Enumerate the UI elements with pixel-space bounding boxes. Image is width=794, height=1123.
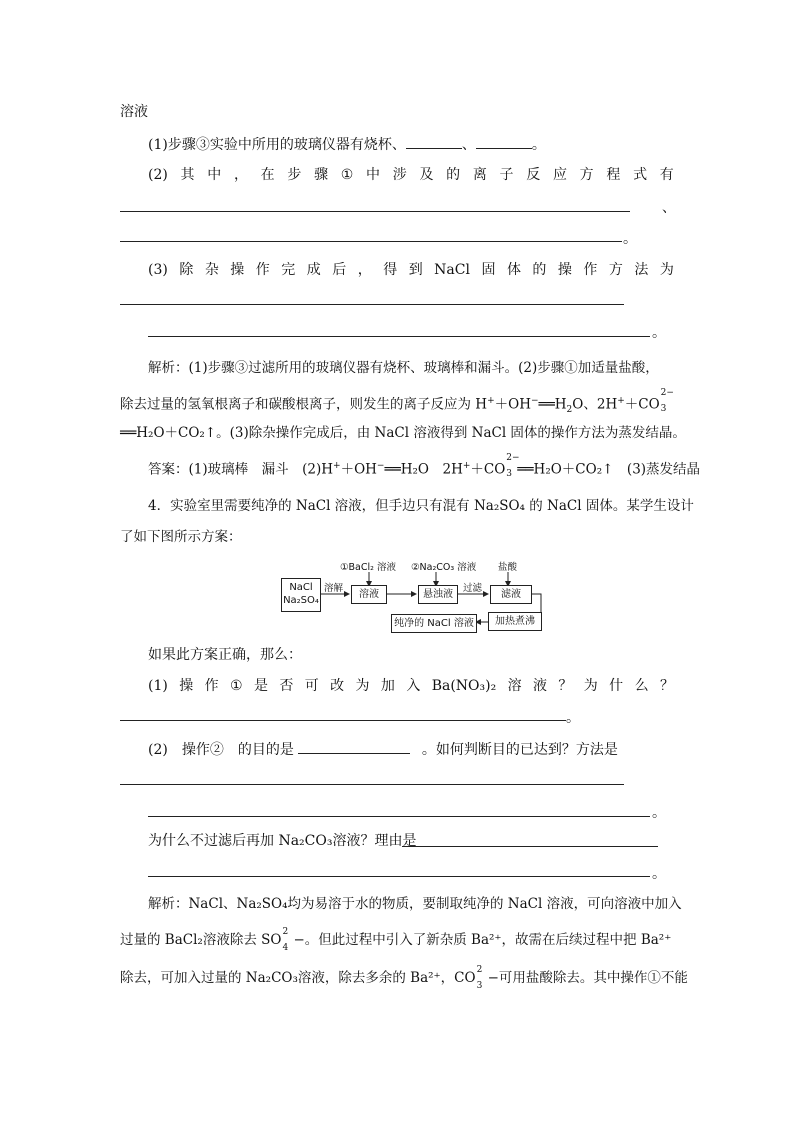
question-4-intro: 如果此方案正确，那么：	[148, 647, 302, 663]
answer-line[interactable]	[148, 816, 650, 817]
so4-scripts	[281, 927, 293, 953]
word: 的	[446, 167, 461, 183]
word: 方	[579, 167, 594, 183]
period: 。	[531, 137, 546, 153]
word: 其	[180, 167, 195, 183]
subscript: 3	[476, 981, 483, 991]
word: ？	[558, 678, 573, 694]
word: 为	[583, 678, 598, 694]
word: 是	[253, 678, 268, 694]
word: 否	[279, 678, 294, 694]
word: 反	[526, 167, 541, 183]
answer-segment: ＋CO	[470, 461, 506, 478]
answer-line[interactable]	[148, 876, 650, 877]
word: 得	[383, 262, 398, 278]
suspension-box: 悬浊液	[418, 585, 458, 604]
word: 方	[608, 262, 623, 278]
dissolve-label: 溶解	[324, 583, 344, 594]
solution-segment: 。但此过程中引入了新杂质 Ba²⁺，故需在后续过程中把 Ba²⁺	[304, 932, 672, 948]
word: 中	[207, 167, 222, 183]
word: ，	[357, 262, 372, 278]
subscript: 2	[566, 405, 573, 416]
filtrate-box: 滤液	[490, 585, 532, 604]
word: 入	[406, 678, 421, 694]
superscript: +	[333, 461, 341, 471]
solution-segment: 可用盐酸除去。其中操作①不能	[498, 970, 688, 986]
word: 液	[533, 678, 547, 694]
word: 有	[659, 167, 674, 183]
question-text: 。如何判断目的已达到？方法是	[421, 742, 618, 758]
word: 骤	[314, 167, 329, 183]
solution-segment: 除去，可加入过量的 Na₂CO₃溶液，除去多余的 Ba²⁺，CO	[120, 970, 476, 986]
word: 步	[287, 167, 302, 183]
superscript: +	[487, 396, 495, 406]
word: 完	[281, 262, 296, 278]
subscript: 4	[282, 943, 289, 953]
word: 作	[255, 262, 270, 278]
start-label: NaCl	[289, 582, 313, 593]
filter-label: 过滤	[463, 583, 483, 594]
solution-text	[120, 927, 672, 953]
period: 。	[652, 866, 666, 882]
superscript: 2−	[506, 453, 520, 463]
co3-scripts	[476, 965, 488, 991]
word: 涉	[392, 167, 407, 183]
superscript: +	[462, 461, 471, 471]
solution-text: 解析：NaCl、Na₂SO₄均为易溶于水的物质，要制取纯净的 NaCl 溶液，可向溶液中加入	[148, 896, 682, 912]
answer-line[interactable]	[120, 784, 624, 785]
analysis-segment: O、2H	[572, 396, 618, 413]
question-1-text: (1)步骤③实验中所用的玻璃仪器有烧杯、	[148, 137, 406, 153]
word: NaCl	[434, 262, 470, 278]
word: 在	[260, 167, 275, 183]
word: 么	[634, 678, 649, 694]
reagent-1-label: ①BaCl₂ 溶液	[340, 562, 396, 573]
word: 杂	[204, 262, 219, 278]
answer-segment: 答案：(1)玻璃棒 漏斗 (2)H	[148, 461, 334, 478]
word: 成	[306, 262, 321, 278]
question-text: (2) 操作② 的目的是	[148, 742, 294, 758]
answer-segment: ＋OH	[340, 461, 377, 478]
word: 子	[499, 167, 514, 183]
answer-segment: ══H₂O＋CO₂↑ (3)蒸发结晶	[517, 461, 701, 478]
word: 中	[366, 167, 381, 183]
word: 的	[532, 262, 547, 278]
answer-line[interactable]	[120, 720, 566, 721]
solution-segment: 过量的 BaCl₂溶液除去 SO	[120, 932, 282, 948]
answer-segment: ══H₂O 2H	[384, 461, 463, 478]
word: 法	[634, 262, 649, 278]
word: 操	[230, 262, 245, 278]
word: 溶	[507, 678, 522, 694]
word: 为	[355, 678, 370, 694]
subscript: 3	[660, 404, 667, 414]
reagent-2-label: ②Na₂CO₃ 溶液	[411, 562, 477, 573]
superscript: 2−	[660, 388, 674, 398]
solution-text	[120, 965, 688, 991]
word: (3)	[148, 262, 168, 278]
question-4-text: 了如下图所示方案：	[120, 529, 242, 545]
analysis-segment: ＋CO	[624, 396, 660, 413]
word: 后	[332, 262, 347, 278]
word: 离	[472, 167, 487, 183]
text-solution-continued: 溶液	[120, 104, 148, 120]
period: 。	[652, 805, 666, 821]
charge-sign: −	[487, 970, 499, 986]
question-4-2-line	[148, 739, 674, 760]
word: 改	[330, 678, 345, 694]
word: (1)	[148, 678, 168, 694]
word: 加	[380, 678, 395, 694]
pure-solution-box: 纯净的 NaCl 溶液	[391, 614, 477, 633]
start-box	[281, 578, 321, 612]
answer-line[interactable]	[402, 846, 658, 847]
analysis-segment: ══H	[538, 396, 567, 413]
charge-sign: −	[293, 932, 305, 948]
word: ①	[230, 678, 243, 694]
word: ，	[233, 167, 248, 183]
separator: 、	[461, 137, 476, 153]
analysis-text: ══H₂O＋CO₂↑。(3)除杂操作完成后，由 NaCl 溶液得到 NaCl 固体的操作方法为蒸发结晶。	[120, 425, 686, 441]
word: (2)	[148, 167, 168, 183]
period: 。	[566, 710, 580, 726]
superscript: +	[617, 396, 625, 406]
word: 体	[506, 262, 521, 278]
word: 作	[583, 262, 598, 278]
analysis-segment: ＋OH	[494, 396, 531, 413]
word: Ba(NO₃)₂	[431, 678, 497, 694]
boil-box: 加热煮沸	[488, 612, 542, 631]
word: 应	[552, 167, 567, 183]
superscript: 2	[282, 927, 289, 937]
separator: 、	[662, 200, 676, 216]
superscript: −	[376, 461, 385, 471]
word: 到	[408, 262, 423, 278]
word: 操	[557, 262, 572, 278]
word: 可	[304, 678, 319, 694]
question-4-3-line: 为什么不过滤后再加 Na₂CO₃溶液？理由是	[148, 833, 417, 849]
question-4-text: 4．实验室里需要纯净的 NaCl 溶液，但手边只有混有 Na₂SO₄ 的 NaCl 固体。某学生设计	[148, 498, 694, 514]
superscript: −	[530, 396, 539, 406]
word: 程	[606, 167, 621, 183]
solution-box: 溶液	[351, 585, 387, 604]
period: 。	[623, 231, 637, 247]
word: ？	[659, 678, 674, 694]
word: 固	[481, 262, 496, 278]
word: 式	[633, 167, 648, 183]
answer-blank[interactable]	[298, 739, 410, 754]
superscript: 2	[476, 965, 483, 975]
start-label: Na₂SO₄	[283, 595, 319, 606]
subscript: 3	[506, 469, 513, 479]
word: 什	[609, 678, 624, 694]
word: 为	[659, 262, 674, 278]
word: 作	[204, 678, 219, 694]
analysis-segment: 除去过量的氢氧根离子和碳酸根离子，则发生的离子反应为 H	[120, 396, 488, 413]
question-4-1-line	[148, 676, 674, 696]
word: 操	[179, 678, 194, 694]
reagent-3-label: 盐酸	[498, 562, 518, 573]
analysis-text: 解析：(1)步骤③过滤所用的玻璃仪器有烧杯、玻璃棒和漏斗。(2)步骤①加适量盐酸，	[148, 360, 659, 376]
word: 除	[179, 262, 194, 278]
word: ①	[340, 167, 354, 183]
word: 及	[419, 167, 434, 183]
period: 。	[652, 325, 666, 341]
